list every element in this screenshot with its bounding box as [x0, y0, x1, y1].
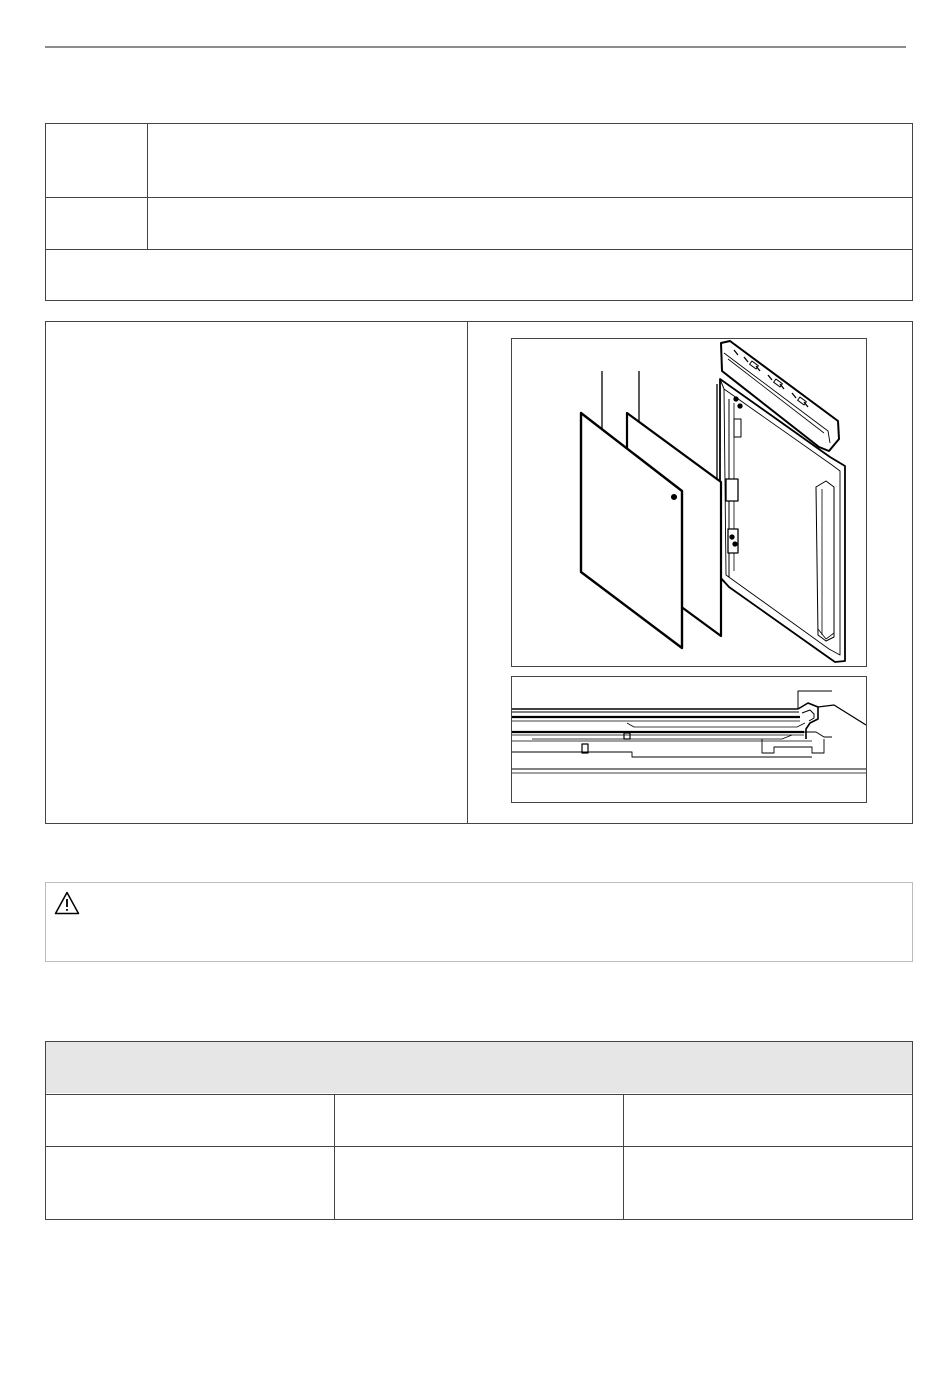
info-table-label-cell: [46, 124, 147, 197]
info-table-note-cell: [46, 250, 912, 301]
info-table-text-cell: [148, 124, 912, 197]
warning-triangle-icon: [54, 891, 80, 920]
info-table: [45, 123, 913, 301]
glass-seating-detail-drawing: [512, 677, 866, 802]
data-table-cell: [46, 1147, 334, 1220]
data-table-cell: [624, 1147, 912, 1220]
door-glass-exploded-drawing: [512, 339, 866, 666]
header-rule: [45, 46, 906, 48]
data-table-cell: [46, 1095, 334, 1146]
outer-glass-pin: [672, 495, 677, 500]
warning-box: [45, 882, 913, 962]
info-table-text-cell: [148, 198, 912, 249]
instruction-panel-divider: [467, 322, 468, 823]
data-table: [45, 1041, 913, 1220]
data-table-header: [46, 1042, 912, 1093]
instruction-text-column: [46, 322, 467, 823]
door-glass-exploded-figure: [511, 338, 867, 667]
data-table-cell: [335, 1147, 623, 1220]
glass-seating-detail-figure: [511, 676, 867, 803]
info-table-label-cell: [46, 198, 147, 249]
data-table-cell: [335, 1095, 623, 1146]
data-table-cell: [624, 1095, 912, 1146]
